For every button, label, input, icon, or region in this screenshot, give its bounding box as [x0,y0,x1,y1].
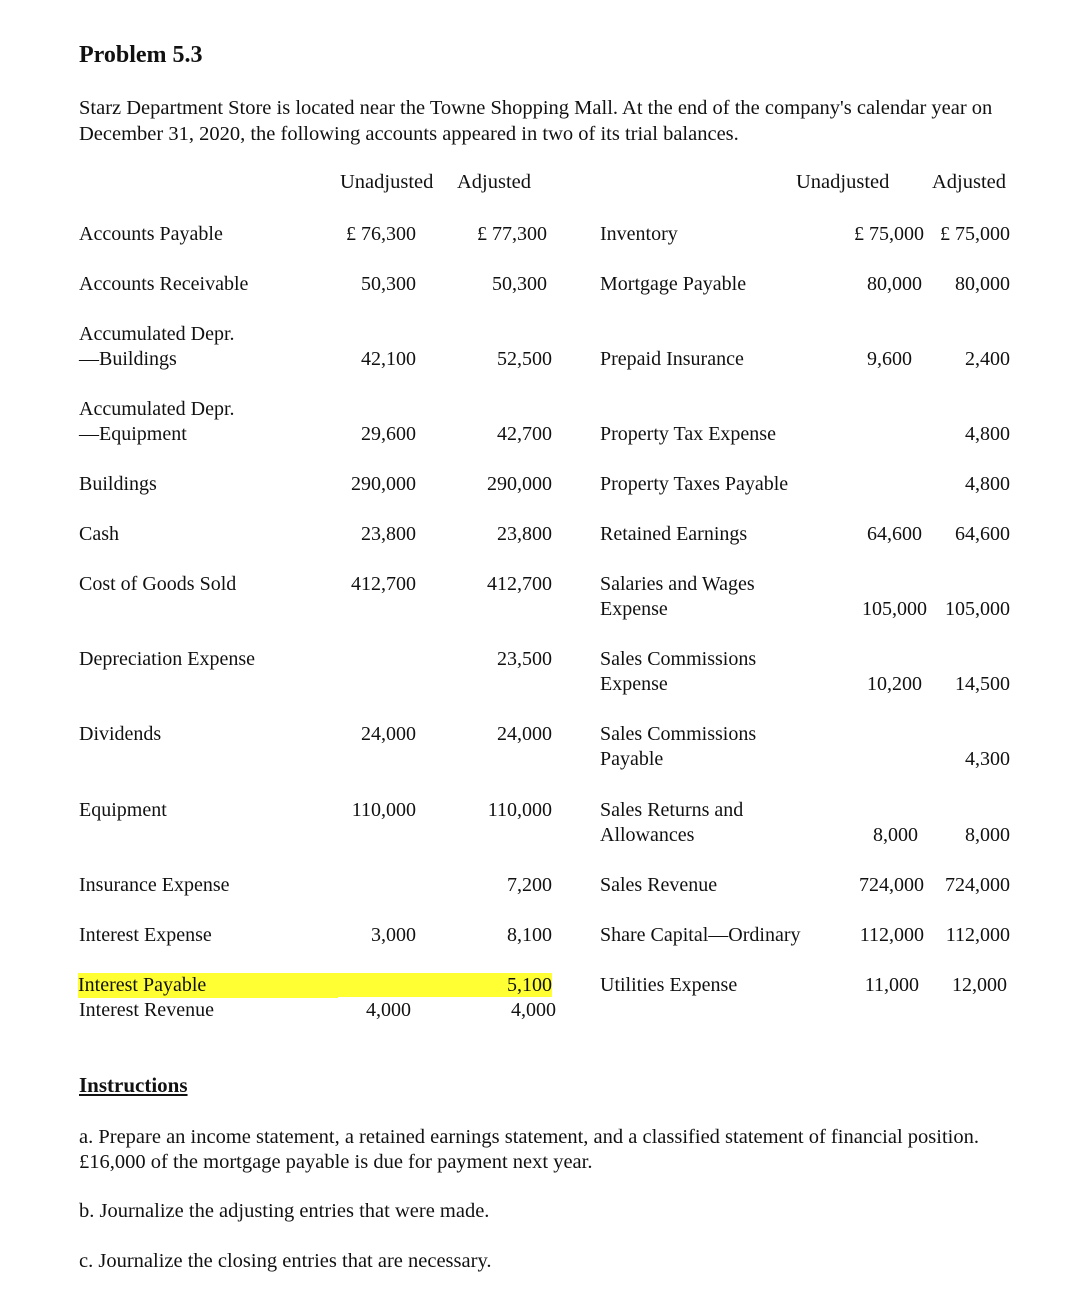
left-account-label: Insurance Expense [79,874,230,896]
left-account-label-highlighted: Interest Payable [78,973,338,998]
right-adjusted-value: 4,800 [965,473,1010,495]
left-adjusted-header: Adjusted [457,171,532,193]
right-adjusted-value: 8,000 [965,824,1010,846]
left-unadjusted-value: 3,000 [371,924,416,946]
left-account-label: Cash [79,523,119,545]
left-unadjusted-value: 42,100 [361,348,416,370]
right-account-label: Sales Commissions Payable [600,723,757,770]
right-adjusted-value: 4,800 [965,423,1010,445]
right-unadjusted-header: Unadjusted [796,171,890,193]
right-account-label: Share Capital—Ordinary [600,924,801,946]
right-adjusted-value: 80,000 [955,273,1010,295]
left-adjusted-value: 23,500 [497,648,552,670]
left-account-label: Cost of Goods Sold [79,573,237,595]
left-unadjusted-value: £ 76,300 [346,223,416,245]
right-account-label: Sales Returns and Allowances [600,799,744,846]
right-adjusted-value: 724,000 [945,874,1010,896]
right-account-label: Mortgage Payable [600,273,747,295]
left-account-label: Depreciation Expense [79,648,256,670]
right-adjusted-value: 14,500 [955,673,1010,695]
left-account-label: Dividends [79,723,162,745]
left-account-label: Equipment [79,799,167,821]
instruction-b: b. Journalize the adjusting entries that were made. [79,1200,490,1222]
right-adjusted-value: 4,300 [965,748,1010,770]
left-account-label: Interest Revenue [79,999,214,1021]
left-adjusted-value: 50,300 [492,273,547,295]
right-unadjusted-value: 11,000 [864,974,919,996]
left-account-label: Accumulated Depr. —Equipment [79,398,235,445]
right-unadjusted-value: 105,000 [862,598,927,620]
right-account-label: Prepaid Insurance [600,348,744,370]
left-adjusted-value: 412,700 [487,573,552,595]
right-account-label: Salaries and Wages Expense [600,573,755,620]
right-adjusted-value: £ 75,000 [940,223,1010,245]
left-adjusted-value: 24,000 [497,723,552,745]
right-unadjusted-value: 64,600 [867,523,922,545]
right-account-label: Sales Commissions Expense [600,648,757,695]
right-adjusted-header: Adjusted [932,171,1007,193]
right-adjusted-value: 2,400 [965,348,1010,370]
left-unadjusted-value: 4,000 [366,999,411,1021]
right-unadjusted-value: 112,000 [859,924,924,946]
right-unadjusted-value: £ 75,000 [854,223,924,245]
left-adjusted-value: 110,000 [487,799,552,821]
right-unadjusted-value: 724,000 [859,874,924,896]
right-account-label: Retained Earnings [600,523,748,545]
left-adjusted-value: 23,800 [497,523,552,545]
left-unadjusted-value: 23,800 [361,523,416,545]
left-account-label: Buildings [79,473,157,495]
problem-intro: Starz Department Store is located near the Towne Shopping Mall. At the end of the company's calendar year on December 31, 2020, the following accounts appeared in two of its trial balances. [79,97,993,145]
left-adjusted-value: £ 77,300 [477,223,547,245]
left-adjusted-value: 7,200 [507,874,552,896]
left-unadjusted-value: 50,300 [361,273,416,295]
left-account-label: Interest Expense [79,924,212,946]
instructions-heading: Instructions [79,1073,188,1097]
right-unadjusted-value: 10,200 [867,673,922,695]
left-adjusted-value-highlighted: 5,100 [507,974,552,996]
left-adjusted-value: 4,000 [511,999,556,1021]
right-adjusted-value: 105,000 [945,598,1010,620]
right-adjusted-value: 64,600 [955,523,1010,545]
problem-title: Problem 5.3 [79,42,203,68]
left-unadjusted-header: Unadjusted [340,171,434,193]
right-adjusted-value: 12,000 [952,974,1007,996]
left-account-label: Accounts Receivable [79,273,249,295]
right-account-label: Property Tax Expense [600,423,776,445]
left-unadjusted-value: 29,600 [361,423,416,445]
left-adjusted-value: 290,000 [487,473,552,495]
right-account-label: Property Taxes Payable [600,473,789,495]
instruction-c: c. Journalize the closing entries that are necessary. [79,1250,492,1272]
left-unadjusted-value: 412,700 [351,573,416,595]
instruction-a: a. Prepare an income statement, a retained earnings statement, and a classified statement of financial position. £16,000 of the mortgage payable is due for payment next year. [79,1126,979,1173]
right-unadjusted-value: 8,000 [873,824,918,846]
left-unadjusted-value: 24,000 [361,723,416,745]
right-account-label: Inventory [600,223,678,245]
right-unadjusted-value: 9,600 [867,348,912,370]
left-unadjusted-value: 290,000 [351,473,416,495]
left-adjusted-value: 42,700 [497,423,552,445]
left-adjusted-value: 8,100 [507,924,552,946]
right-account-label: Sales Revenue [600,874,718,896]
right-unadjusted-value: 80,000 [867,273,922,295]
left-account-label: Accounts Payable [79,223,223,245]
left-adjusted-value: 52,500 [497,348,552,370]
right-account-label: Utilities Expense [600,974,738,996]
left-account-label: Accumulated Depr. —Buildings [79,323,235,370]
left-unadjusted-value: 110,000 [351,799,416,821]
right-adjusted-value: 112,000 [945,924,1010,946]
